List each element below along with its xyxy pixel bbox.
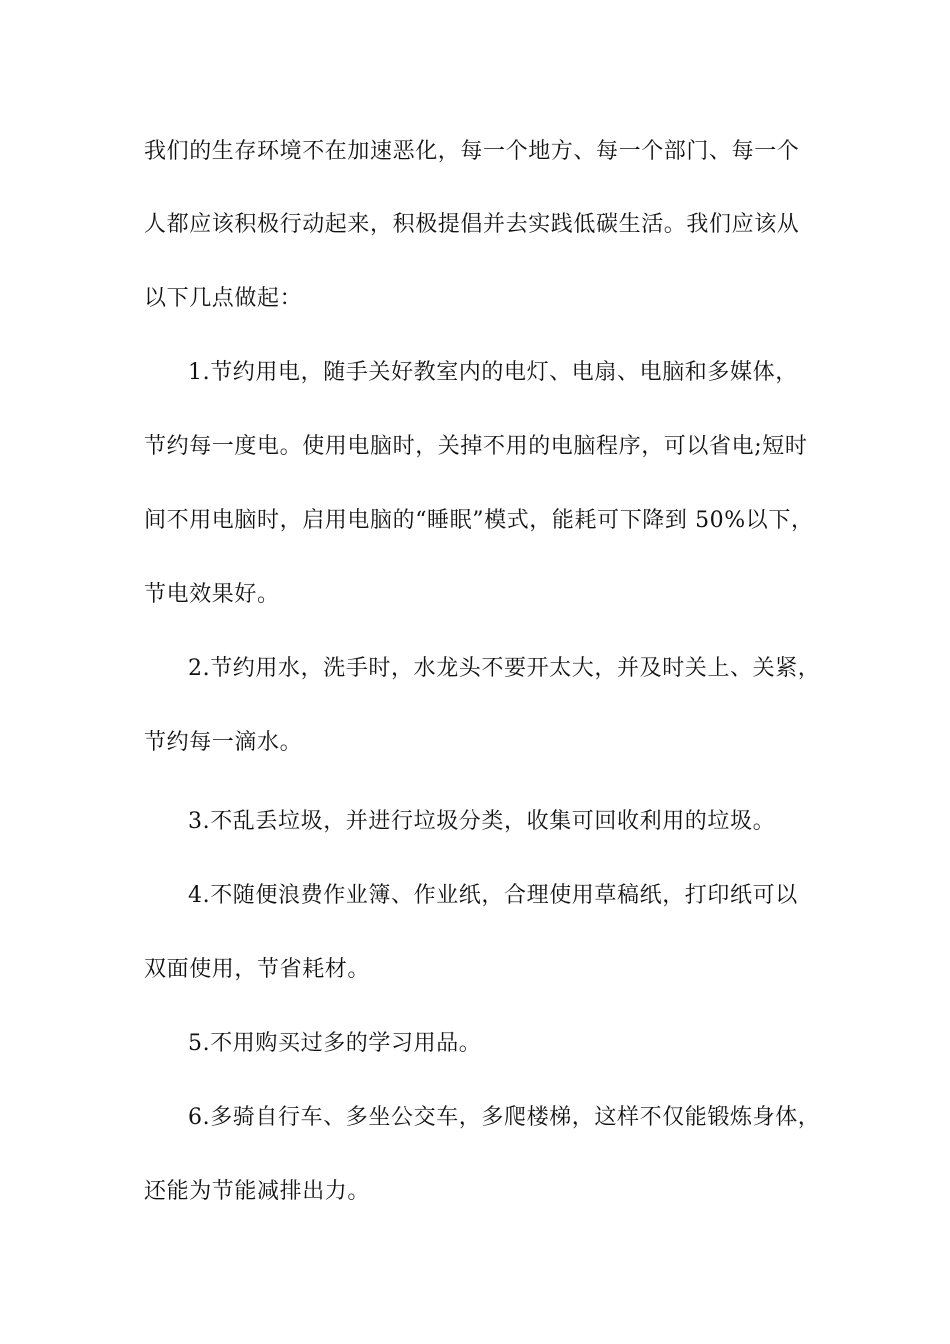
list-item-1-line-3: 间不用电脑时，启用电脑的“睡眠”模式，能耗可下降到 50%以下， [144, 508, 814, 533]
paragraph-intro-line-1: 我们的生存环境不在加速恶化，每一个地方、每一个部门、每一个 [144, 139, 800, 164]
list-item-2-line-1: 2.节约用水，洗手时，水龙头不要开太大，并及时关上、关紧， [188, 656, 821, 681]
list-item-3-line-1: 3.不乱丢垃圾，并进行垃圾分类，收集可回收利用的垃圾。 [188, 809, 776, 834]
list-item-5-line-1: 5.不用购买过多的学习用品。 [188, 1031, 482, 1056]
list-item-1-line-4: 节电效果好。 [144, 582, 280, 607]
list-item-4-line-1: 4.不随便浪费作业簿、作业纸，合理使用草稿纸，打印纸可以 [188, 883, 798, 908]
list-item-2-line-2: 节约每一滴水。 [144, 730, 303, 755]
list-item-1-line-2: 节约每一度电。使用电脑时，关掉不用的电脑程序，可以省电;短时 [144, 434, 808, 459]
list-item-4-line-2: 双面使用，节省耗材。 [144, 957, 371, 982]
list-item-6-line-2: 还能为节能减排出力。 [144, 1179, 371, 1204]
paragraph-intro-line-2: 人都应该积极行动起来，积极提倡并去实践低碳生活。我们应该从 [144, 212, 800, 237]
list-item-6-line-1: 6.多骑自行车、多坐公交车，多爬楼梯，这样不仅能锻炼身体， [188, 1105, 821, 1130]
list-item-1-line-1: 1.节约用电，随手关好教室内的电灯、电扇、电脑和多媒体， [188, 360, 798, 385]
paragraph-intro-line-3: 以下几点做起： [144, 286, 303, 311]
